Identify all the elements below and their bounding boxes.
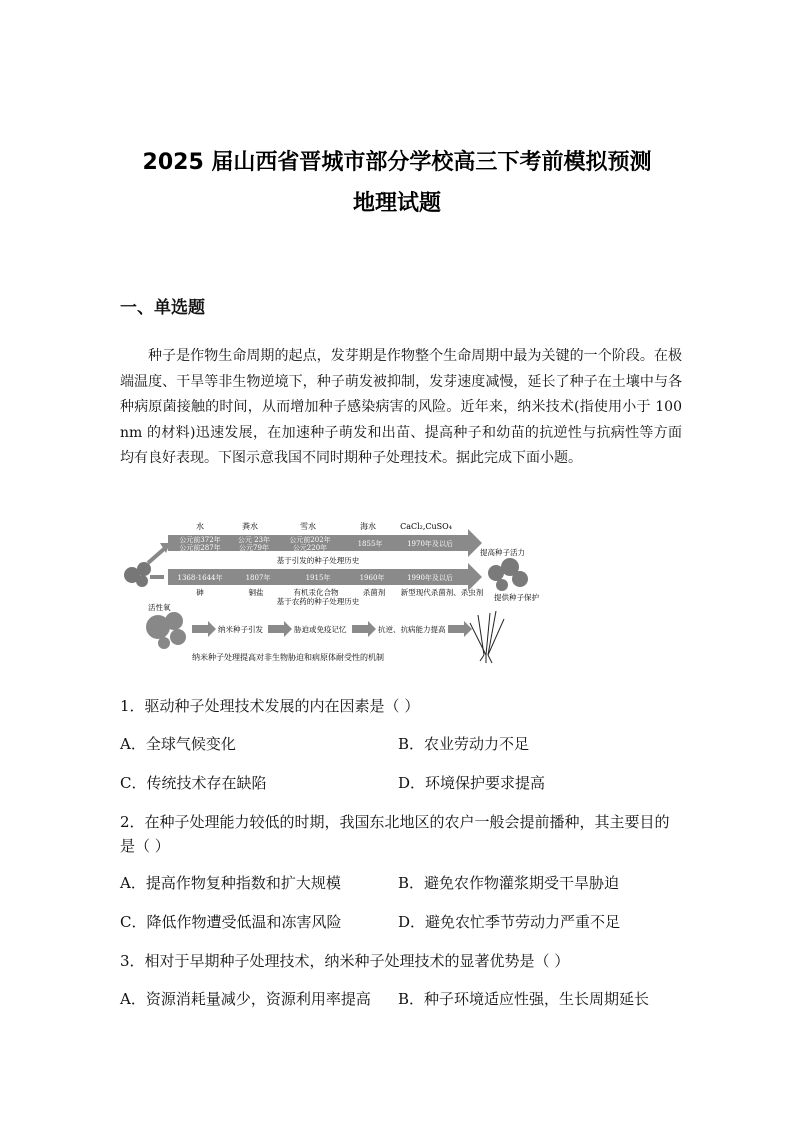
top-period-4: 1970年及以后 xyxy=(407,540,453,548)
nano-seed-blob xyxy=(146,612,186,649)
question-1-option-d[interactable]: D．环境保护要求提高 xyxy=(398,774,546,792)
question-2-option-c[interactable]: C．降低作物遭受低温和冻害风险 xyxy=(120,913,342,931)
question-2-option-d[interactable]: D．避免农忙季节劳动力严重不足 xyxy=(398,913,621,931)
document-title-line-2: 地理试题 xyxy=(352,191,441,216)
branch-arrow-up xyxy=(148,549,164,563)
top-label-0: 水 xyxy=(196,522,204,531)
question-1-option-a[interactable]: A．全球气候变化 xyxy=(120,735,236,753)
question-1-option-b[interactable]: B．农业劳动力不足 xyxy=(398,735,530,753)
reading-passage xyxy=(120,344,682,472)
section-heading: 一、单选题 xyxy=(120,298,205,318)
nano-step-2: 抗逆、抗病能力提高 xyxy=(378,625,446,634)
top-label-3: 海水 xyxy=(360,522,376,531)
question-1-stem: 1．驱动种子处理技术发展的内在因素是（ ） xyxy=(120,697,420,715)
top-period-1b: 公元79年 xyxy=(239,544,269,552)
label-provide-protection: 提供种子保护 xyxy=(494,593,539,602)
nano-step-1: 胁迫或免疫记忆 xyxy=(294,625,347,634)
question-1-option-c[interactable]: C．传统技术存在缺陷 xyxy=(120,774,267,792)
top-label-4: CaCl₂,CuSO₄ xyxy=(400,522,452,531)
document-title-line-1: 2025 届山西省晋城市部分学校高三下考前模拟预测 xyxy=(142,150,652,175)
seed-treatment-figure xyxy=(118,515,678,665)
question-2-option-a[interactable]: A．提高作物复种指数和扩大规模 xyxy=(120,874,341,892)
bottom-label-4: 新型现代杀菌剂、杀虫剂 xyxy=(400,588,484,597)
seed-blob-right xyxy=(488,558,528,591)
bottom-label-0: 砷 xyxy=(196,588,204,597)
top-period-0b: 公元前287年 xyxy=(179,544,221,552)
question-2-stem: 2．在种子处理能力较低的时期，我国东北地区的农户一般会提前播种，其主要目的是（ ） xyxy=(120,813,670,855)
top-period-2a: 公元前202年 xyxy=(289,536,331,544)
top-period-0a: 公元前372年 xyxy=(179,536,221,544)
bottom-period-1: 1807年 xyxy=(245,574,271,582)
nano-step-0: 纳米种子引发 xyxy=(218,625,263,634)
bottom-period-4: 1990年及以后 xyxy=(407,574,453,582)
label-improve-vigor: 提高种子活力 xyxy=(480,548,525,557)
top-period-3: 1855年 xyxy=(357,540,383,548)
nano-flow-caption: 纳米种子处理提高对非生物胁迫和病原体耐受性的机制 xyxy=(192,653,384,662)
question-3-option-b[interactable]: B．种子环境适应性强，生长周期延长 xyxy=(398,990,650,1008)
top-label-2: 雪水 xyxy=(300,522,316,531)
passage-text: 种子是作物生命周期的起点，发芽期是作物整个生命周期中最为关键的一个阶段。在极端温度、干旱等非生物逆境下，种子萌发被抑制，发芽速度减慢，延长了种子在土壤中与各种病原菌接触的时间，从而增加种子感染病害的风险。近年来，纳米技术(指使用小于 100 nm 的材料)迅速发展，在加速种子萌发和出苗、提高种子和幼苗的抗逆性与抗病性等方面均有良好表现。下图示意我国不同时期种子处理技术。据此完成下面小题。 xyxy=(120,348,682,466)
bottom-period-2: 1915年 xyxy=(305,574,331,582)
question-3-stem: 3．相对于早期种子处理技术，纳米种子处理技术的显著优势是（ ） xyxy=(120,952,570,970)
top-row-caption: 基于引发的种子处理历史 xyxy=(276,556,360,565)
bottom-label-1: 铜盐 xyxy=(248,588,264,597)
question-2-option-b[interactable]: B．避免农作物灌浆期受干旱胁迫 xyxy=(398,874,620,892)
bottom-label-3: 杀菌剂 xyxy=(362,588,386,597)
top-period-1a: 公元 23年 xyxy=(237,536,271,544)
bottom-period-3: 1960年 xyxy=(359,574,385,582)
top-period-2b: 公元220年 xyxy=(292,544,328,552)
top-label-1: 粪水 xyxy=(242,522,258,531)
bottom-row-caption: 基于农药的种子处理历史 xyxy=(276,597,360,606)
bottom-label-2: 有机汞化合物 xyxy=(293,588,339,597)
seedling-icon xyxy=(470,611,504,663)
bottom-period-0: 1368-1644年 xyxy=(177,574,223,582)
label-active-oxygen: 活性氧 xyxy=(148,603,171,612)
seed-blob-left xyxy=(124,562,151,587)
question-3-option-a[interactable]: A．资源消耗量减少，资源利用率提高 xyxy=(120,990,371,1008)
